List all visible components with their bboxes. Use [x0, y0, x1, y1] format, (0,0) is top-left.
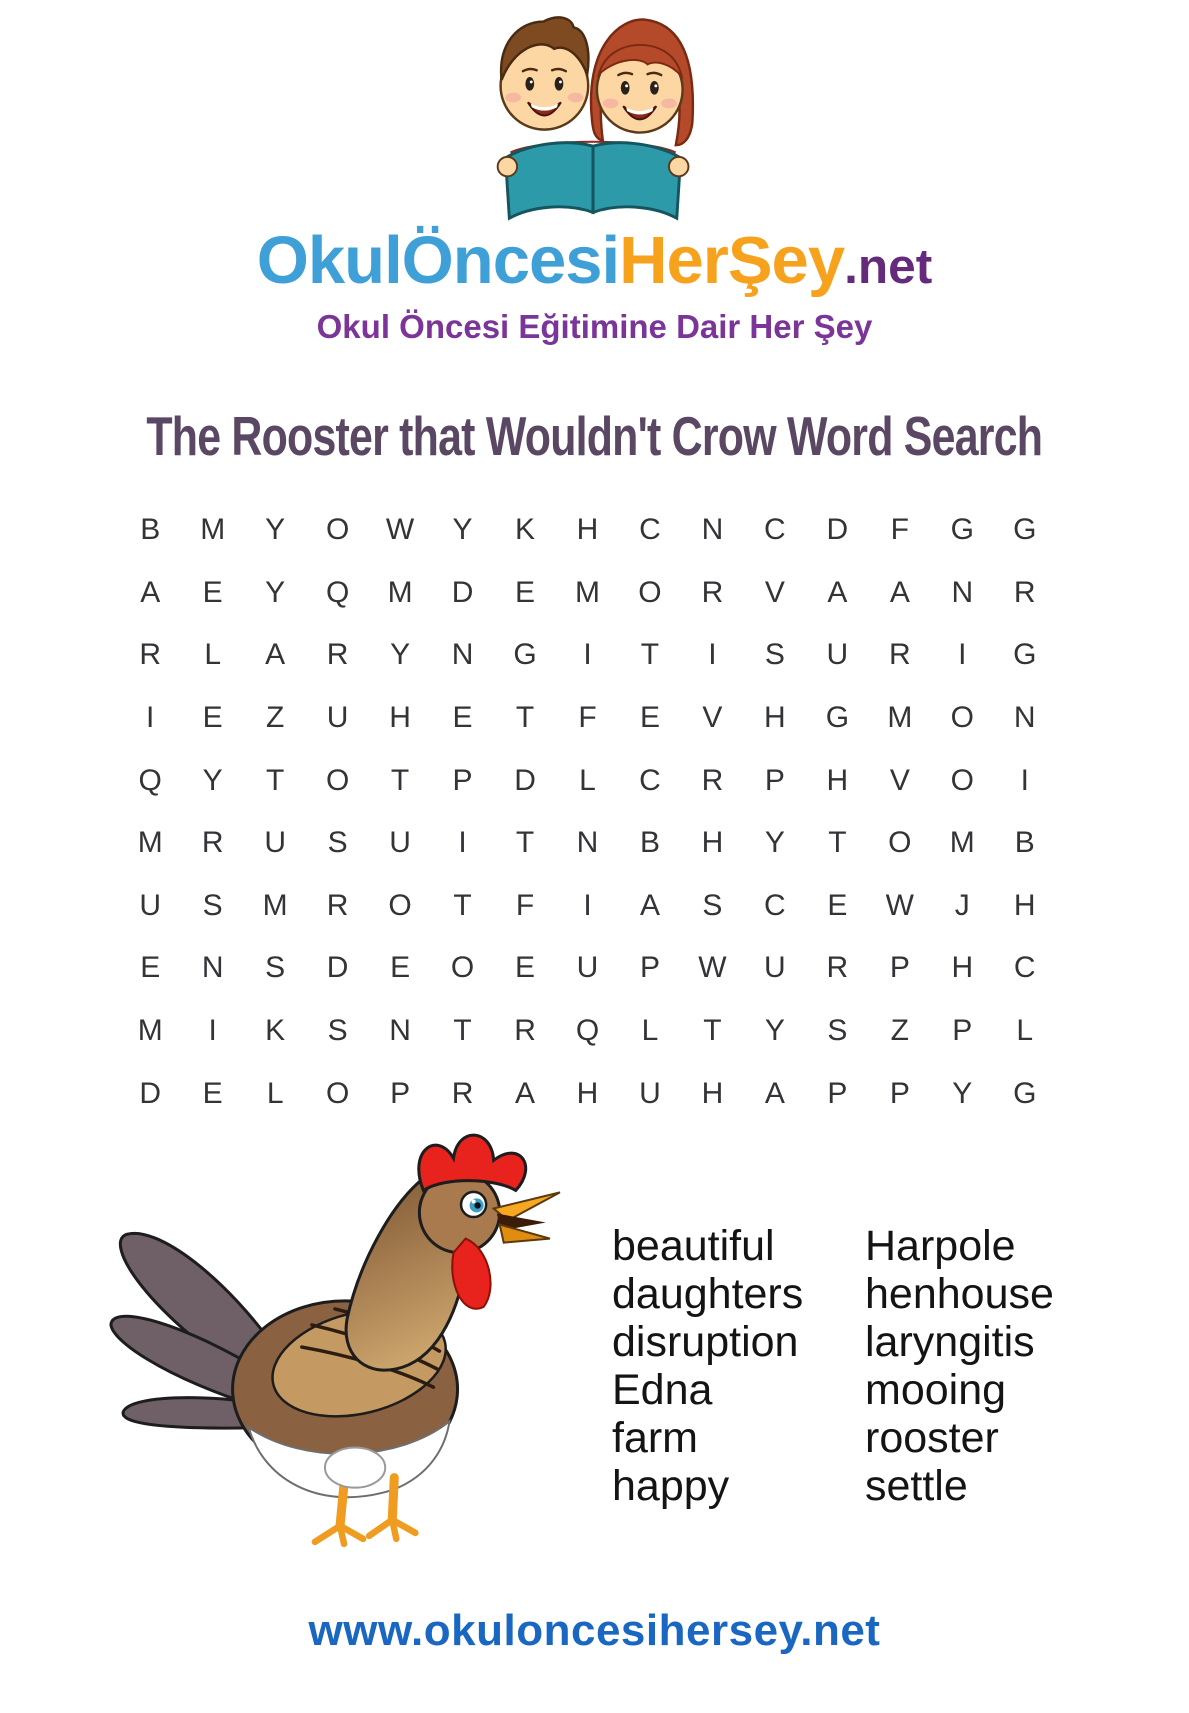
- grid-letter: R: [201, 826, 224, 860]
- grid-letter: D: [451, 575, 474, 609]
- grid-letter: H: [389, 701, 411, 735]
- grid-letter: Y: [452, 513, 473, 547]
- grid-letter: U: [576, 951, 599, 985]
- grid-letter: I: [208, 1014, 217, 1048]
- grid-letter: I: [583, 638, 592, 672]
- grid-letter: G: [950, 513, 974, 547]
- grid-letter: L: [641, 1014, 659, 1048]
- grid-letter: Y: [764, 1014, 785, 1048]
- grid-letter: W: [698, 951, 727, 985]
- grid-letter: N: [1013, 701, 1036, 735]
- grid-letter: N: [451, 638, 474, 672]
- grid-letter: A: [764, 1076, 785, 1110]
- grid-letter: S: [827, 1014, 848, 1048]
- grid-letter: Q: [325, 575, 350, 609]
- grid-letter: S: [327, 826, 348, 860]
- grid-letter: M: [887, 701, 913, 735]
- grid-letter: O: [888, 826, 912, 860]
- grid-letter: M: [200, 513, 226, 547]
- grid-letter: Q: [575, 1014, 600, 1048]
- grid-letter: U: [264, 826, 286, 860]
- word-list-item: rooster: [865, 1414, 999, 1462]
- grid-letter: H: [826, 763, 849, 797]
- grid-letter: G: [513, 638, 537, 672]
- grid-letter: A: [515, 1076, 536, 1110]
- grid-letter: I: [958, 638, 967, 672]
- grid-letter: I: [708, 638, 717, 672]
- word-list-column-2: [865, 1222, 1054, 1510]
- grid-letter: O: [638, 575, 662, 609]
- grid-letter: D: [826, 513, 849, 547]
- children-reading-icon: [449, 6, 741, 225]
- grid-letter: Y: [390, 638, 411, 672]
- grid-letter: I: [1020, 763, 1029, 797]
- grid-letter: Z: [890, 1014, 909, 1048]
- grid-letter: E: [827, 888, 848, 922]
- word-list-item: Edna: [612, 1366, 713, 1414]
- website-link[interactable]: www.okuloncesihersey.net: [308, 1606, 881, 1655]
- grid-letter: F: [515, 888, 535, 922]
- grid-letter: G: [1013, 1076, 1037, 1110]
- grid-letter: C: [764, 513, 786, 547]
- grid-letter: E: [202, 701, 223, 735]
- grid-letter: Q: [138, 763, 162, 797]
- grid-letter: O: [325, 763, 350, 797]
- grid-letter: E: [515, 951, 536, 985]
- grid-letter: I: [146, 701, 155, 735]
- grid-letter: N: [201, 951, 224, 985]
- grid-letter: U: [764, 951, 786, 985]
- grid-letter: E: [390, 951, 411, 985]
- grid-letter: O: [325, 1076, 350, 1110]
- rooster-svg: [96, 1116, 568, 1548]
- grid-letter: H: [576, 1076, 599, 1110]
- grid-letter: N: [701, 513, 724, 547]
- grid-letter: P: [827, 1076, 848, 1110]
- grid-letter: A: [140, 575, 161, 609]
- grid-letter: F: [578, 701, 597, 735]
- grid-letter: P: [452, 763, 473, 797]
- grid-letter: R: [888, 638, 911, 672]
- word-list-item: farm: [612, 1414, 698, 1462]
- grid-letter: S: [327, 1014, 348, 1048]
- grid-letter: O: [950, 763, 974, 797]
- grid-letter: P: [764, 763, 785, 797]
- word-list-item: settle: [865, 1462, 968, 1510]
- grid-letter: C: [1013, 951, 1036, 985]
- grid-letter: V: [702, 701, 723, 735]
- grid-letter: S: [202, 888, 223, 922]
- grid-letter: T: [828, 826, 847, 860]
- grid-letter: R: [451, 1076, 474, 1110]
- grid-letter: H: [701, 826, 724, 860]
- site-footer: [0, 1606, 1189, 1656]
- grid-letter: N: [389, 1014, 411, 1048]
- word-list-item: beautiful: [612, 1222, 775, 1270]
- grid-letter: A: [889, 575, 910, 609]
- grid-letter: D: [514, 763, 536, 797]
- grid-letter: G: [1013, 513, 1037, 547]
- grid-letter: B: [1014, 826, 1035, 860]
- grid-letter: M: [387, 575, 413, 609]
- grid-letter: L: [204, 638, 222, 672]
- grid-letter: S: [265, 951, 286, 985]
- grid-letter: M: [574, 575, 600, 609]
- grid-letter: P: [390, 1076, 411, 1110]
- grid-letter: T: [453, 1014, 472, 1048]
- grid-letter: S: [702, 888, 723, 922]
- grid-letter: E: [452, 701, 473, 735]
- grid-letter: R: [1013, 575, 1036, 609]
- grid-letter: V: [889, 763, 910, 797]
- grid-letter: R: [701, 575, 724, 609]
- grid-letter: O: [450, 951, 475, 985]
- grid-letter: Y: [952, 1076, 973, 1110]
- grid-letter: B: [639, 826, 660, 860]
- grid-letter: Z: [265, 701, 285, 735]
- grid-letter: L: [579, 763, 596, 797]
- grid-letter: C: [639, 763, 661, 797]
- grid-letter: J: [954, 888, 970, 922]
- grid-letter: D: [326, 951, 349, 985]
- rooster-icon: [96, 1116, 568, 1548]
- grid-letter: T: [453, 888, 472, 922]
- word-list-item: mooing: [865, 1366, 1007, 1414]
- grid-letter: M: [137, 1014, 163, 1048]
- word-search-grid: [119, 499, 1056, 1125]
- grid-letter: T: [515, 701, 535, 735]
- grid-letter: L: [1016, 1014, 1034, 1048]
- grid-letter: E: [202, 1076, 223, 1110]
- grid-letter: M: [949, 826, 975, 860]
- children-reading-svg: [449, 6, 741, 225]
- word-list: [612, 1222, 1054, 1510]
- grid-letter: E: [515, 575, 536, 609]
- brand-part-orange: HerŞey: [619, 223, 845, 298]
- grid-letter: T: [265, 763, 285, 797]
- grid-letter: E: [639, 701, 660, 735]
- grid-letter: U: [826, 638, 849, 672]
- site-tagline: Okul Öncesi Eğitimine Dair Her Şey: [316, 308, 873, 345]
- grid-letter: R: [701, 763, 724, 797]
- grid-letter: T: [515, 826, 535, 860]
- grid-letter: U: [139, 888, 162, 922]
- site-logo: [0, 224, 1189, 298]
- grid-letter: Y: [202, 763, 223, 797]
- grid-letter: L: [266, 1076, 284, 1110]
- grid-letter: N: [951, 575, 974, 609]
- word-list-column-1: [612, 1222, 865, 1510]
- puzzle-title-text: The Rooster that Wouldn't Crow Word Search: [146, 405, 1043, 467]
- grid-letter: Y: [265, 513, 286, 547]
- grid-letter: G: [825, 701, 850, 735]
- grid-letter: V: [764, 575, 785, 609]
- grid-letter: H: [1013, 888, 1036, 922]
- word-list-item: henhouse: [865, 1270, 1054, 1318]
- grid-letter: W: [885, 888, 914, 922]
- grid-letter: N: [576, 826, 599, 860]
- grid-letter: T: [640, 638, 660, 672]
- grid-letter: M: [137, 826, 163, 860]
- grid-letter: U: [326, 701, 349, 735]
- grid-letter: R: [326, 638, 349, 672]
- grid-letter: R: [826, 951, 849, 985]
- grid-letter: K: [265, 1014, 286, 1048]
- grid-letter: A: [827, 575, 848, 609]
- word-list-item: disruption: [612, 1318, 799, 1366]
- grid-letter: D: [139, 1076, 162, 1110]
- grid-letter: E: [140, 951, 161, 985]
- grid-letter: G: [1013, 638, 1037, 672]
- word-list-item: happy: [612, 1462, 730, 1510]
- grid-letter: A: [265, 638, 286, 672]
- grid-letter: P: [639, 951, 660, 985]
- grid-letter: R: [514, 1014, 536, 1048]
- grid-letter: S: [764, 638, 785, 672]
- grid-letter: P: [889, 1076, 910, 1110]
- grid-letter: H: [764, 701, 786, 735]
- grid-letter: H: [701, 1076, 724, 1110]
- grid-letter: O: [950, 701, 974, 735]
- grid-letter: Y: [265, 575, 286, 609]
- grid-letter: U: [389, 826, 411, 860]
- grid-letter: T: [703, 1014, 722, 1048]
- grid-letter: O: [325, 513, 350, 547]
- grid-letter: U: [639, 1076, 661, 1110]
- grid-letter: C: [764, 888, 786, 922]
- grid-letter: A: [639, 888, 660, 922]
- brand-part-blue: OkulÖncesi: [256, 223, 620, 298]
- brand-part-suffix: .net: [844, 238, 933, 294]
- grid-letter: E: [202, 575, 223, 609]
- grid-letter: P: [952, 1014, 973, 1048]
- grid-letter: I: [583, 888, 592, 922]
- grid-letter: R: [139, 638, 162, 672]
- grid-letter: M: [262, 888, 288, 922]
- word-list-item: laryngitis: [865, 1318, 1035, 1366]
- grid-letter: P: [889, 951, 910, 985]
- grid-letter: W: [385, 513, 415, 547]
- grid-letter: Y: [764, 826, 785, 860]
- grid-letter: K: [515, 513, 536, 547]
- grid-letter: B: [140, 513, 161, 547]
- grid-letter: I: [458, 826, 467, 860]
- word-list-item: daughters: [612, 1270, 804, 1318]
- grid-letter: C: [639, 513, 661, 547]
- grid-letter: F: [890, 513, 909, 547]
- grid-letter: H: [951, 951, 974, 985]
- grid-letter: O: [388, 888, 412, 922]
- puzzle-title: [0, 404, 1189, 468]
- grid-letter: T: [390, 763, 410, 797]
- word-list-item: Harpole: [865, 1222, 1016, 1270]
- grid-letter: H: [576, 513, 599, 547]
- grid-letter: R: [326, 888, 349, 922]
